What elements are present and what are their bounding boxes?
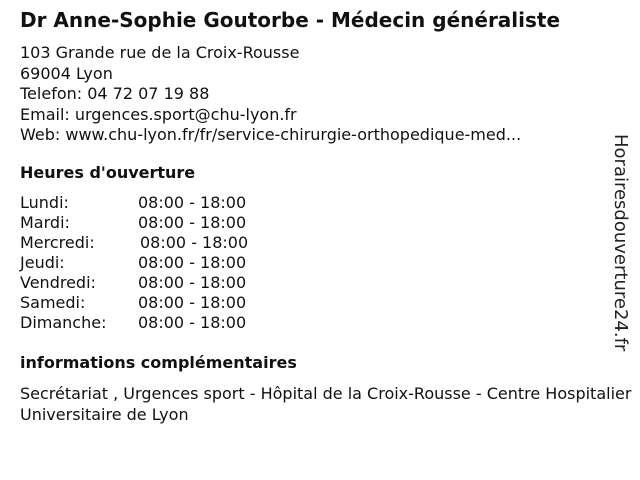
hours-row (20, 193, 280, 213)
additional-info-heading: informations complémentaires (20, 353, 297, 372)
hours-row (20, 273, 280, 293)
hours-row (20, 253, 280, 273)
time-range: 08:00 - 18:00 (138, 293, 247, 312)
email-address: Email: urgences.sport@chu-lyon.fr (20, 104, 297, 124)
time-range: 08:00 - 18:00 (138, 213, 247, 232)
site-watermark: Horairesdouverture24.fr (610, 134, 631, 352)
time-range: 08:00 - 18:00 (138, 273, 247, 292)
day-label: Dimanche: (20, 313, 107, 332)
time-range: 08:00 - 18:00 (138, 253, 247, 272)
time-range: 08:00 - 18:00 (138, 193, 247, 212)
day-label: Mercredi: (20, 233, 95, 252)
hours-row (20, 293, 280, 313)
opening-hours-heading: Heures d'ouverture (20, 163, 196, 182)
contact-block (20, 43, 521, 146)
day-label: Jeudi: (20, 253, 65, 272)
street-address: 103 Grande rue de la Croix-Rousse (20, 43, 300, 62)
page-title: Dr Anne-Sophie Goutorbe - Médecin généraliste (20, 8, 561, 32)
time-range: 08:00 - 18:00 (140, 233, 249, 252)
hours-row (20, 233, 280, 253)
day-label: Mardi: (20, 213, 70, 232)
day-label: Lundi: (20, 193, 69, 212)
day-label: Vendredi: (20, 273, 96, 292)
website-link: Web: www.chu-lyon.fr/fr/service-chirurgie-orthopedique-med... (20, 125, 522, 144)
day-label: Samedi: (20, 293, 86, 312)
hours-row (20, 313, 280, 333)
time-range: 08:00 - 18:00 (138, 313, 247, 332)
phone-number: Telefon: 04 72 07 19 88 (20, 84, 210, 103)
hours-row (20, 213, 280, 233)
opening-hours-table (20, 193, 280, 333)
city-postal: 69004 Lyon (20, 63, 113, 83)
additional-info-text: Secrétariat , Urgences sport - Hôpital de la Croix-Rousse - Centre Hospitalier Universitaire de Lyon (20, 384, 632, 424)
